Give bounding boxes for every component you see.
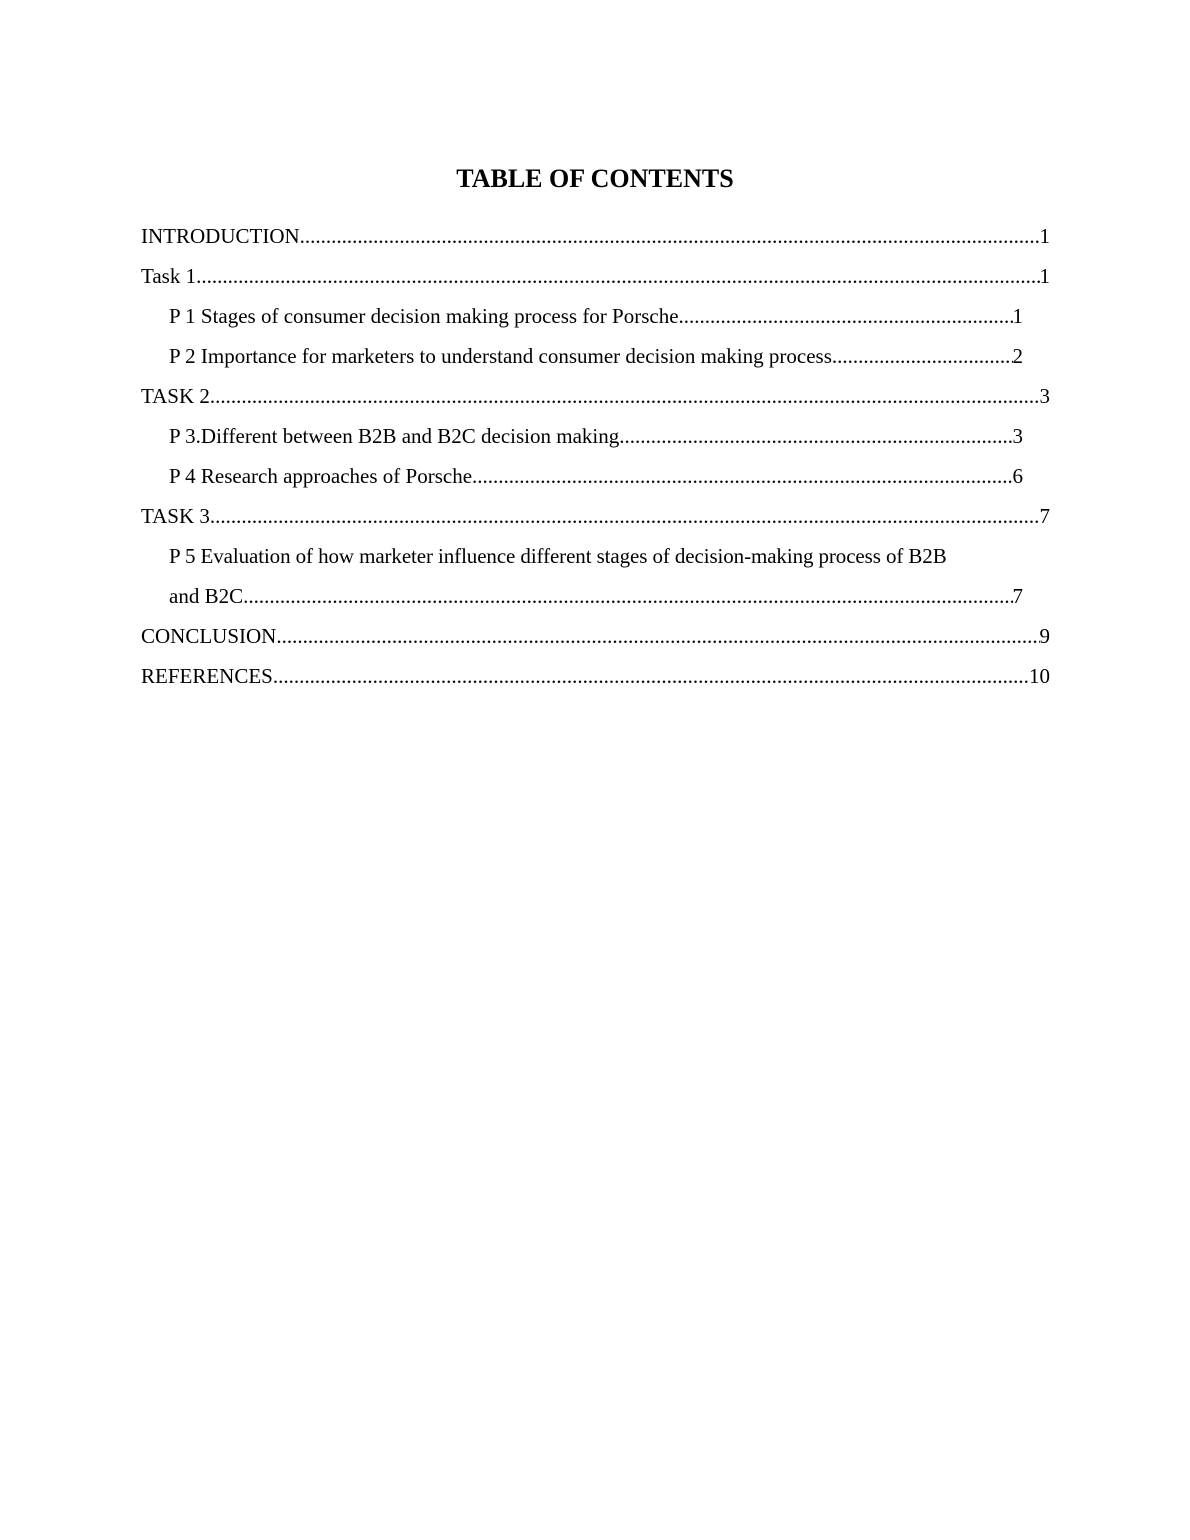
toc-entry-label: REFERENCES xyxy=(141,664,273,688)
toc-entry-label: P 2 Importance for marketers to understand consumer decision making process xyxy=(169,344,832,368)
toc-entry-label: Task 1 xyxy=(141,264,197,288)
toc-page-number: 1 xyxy=(1039,224,1050,248)
toc-entry-label: P 1 Stages of consumer decision making process for Porsche xyxy=(169,304,679,328)
toc-entry-label: TASK 3 xyxy=(141,504,210,528)
toc-entry-conclusion[interactable] xyxy=(141,616,1050,656)
toc-entry-task-3[interactable] xyxy=(141,496,1050,536)
toc-entry-references[interactable] xyxy=(141,656,1050,696)
toc-entry-task-1[interactable] xyxy=(141,256,1050,296)
toc-page-number: 1 xyxy=(1039,264,1050,288)
toc-entry-introduction[interactable] xyxy=(141,216,1050,256)
toc-entry-p1[interactable] xyxy=(169,296,1023,336)
toc-dot-leader xyxy=(276,616,1039,656)
toc-entry-label: P 4 Research approaches of Porsche xyxy=(169,464,473,488)
toc-page-number: 6 xyxy=(1012,464,1023,488)
toc-dot-leader xyxy=(273,656,1029,696)
toc-page-number: 7 xyxy=(1012,584,1023,608)
toc-entry-p3[interactable] xyxy=(169,416,1023,456)
toc-entry-label-line-2: and B2C xyxy=(169,584,244,608)
toc-page-number: 2 xyxy=(1012,344,1023,368)
toc-entry-p5[interactable] xyxy=(169,536,1050,616)
toc-title: TABLE OF CONTENTS xyxy=(456,164,734,193)
toc-dot-leader xyxy=(472,456,1012,496)
toc-entry-label: TASK 2 xyxy=(141,384,210,408)
toc-entry-label-line-1: P 5 Evaluation of how marketer influence different stages of decision-making process of B2B xyxy=(169,544,947,568)
toc-page-number: 3 xyxy=(1012,424,1023,448)
toc-page-number: 9 xyxy=(1039,624,1050,648)
toc-entry-p4[interactable] xyxy=(169,456,1023,496)
toc-entry-label: INTRODUCTION xyxy=(141,224,300,248)
toc-dot-leader xyxy=(300,216,1040,256)
toc-dot-leader xyxy=(832,336,1013,376)
toc-page-number: 1 xyxy=(1012,304,1023,328)
toc-dot-leader xyxy=(196,256,1039,296)
toc-page-number: 3 xyxy=(1039,384,1050,408)
toc-dot-leader xyxy=(679,296,1013,336)
toc-entry-task-2[interactable] xyxy=(141,376,1050,416)
toc-dot-leader xyxy=(210,376,1040,416)
toc-dot-leader xyxy=(210,496,1040,536)
table-of-contents xyxy=(141,216,1050,696)
toc-entry-p2[interactable] xyxy=(169,336,1023,376)
toc-dot-leader xyxy=(243,576,1012,616)
toc-page-number: 10 xyxy=(1029,664,1050,688)
toc-page-number: 7 xyxy=(1039,504,1050,528)
toc-entry-label: P 3.Different between B2B and B2C decision making xyxy=(169,424,620,448)
toc-entry-label: CONCLUSION xyxy=(141,624,277,648)
toc-dot-leader xyxy=(619,416,1012,456)
